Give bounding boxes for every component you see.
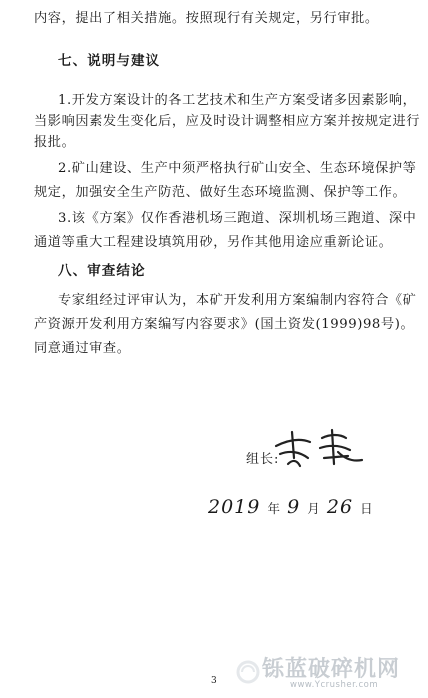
date-month: 9 [287,496,301,518]
paragraph-line: 产资源开发利用方案编写内容要求》(国土资发(1999)98号)。 [34,317,415,332]
paragraph-line: 当影响因素发生变化后，应及时设计调整相应方案并按规定进行 [34,114,421,129]
paragraph-line: 内容，提出了相关措施。按照现行有关规定，另行审批。 [34,11,379,26]
paragraph-line: 2.矿山建设、生产中须严格执行矿山安全、生态环境保护等 [58,161,417,176]
signature-label: 组长: [246,452,280,467]
paragraph-line: 规定，加强安全生产防范、做好生态环境监测、保护等工作。 [34,185,407,200]
paragraph-line: 报批。 [34,135,76,150]
paragraph-line: 1.开发方案设计的各工艺技术和生产方案受诸多因素影响， [58,93,417,108]
date-day-char: 日 [360,501,373,516]
signature-date [208,496,375,524]
date-year-char: 年 [267,501,280,516]
handwritten-signature [270,428,380,468]
paragraph-line: 3.该《方案》仅作香港机场三跑道、深圳机场三跑道、深中 [58,211,417,226]
page-number: 3 [211,676,217,686]
date-day: 26 [326,496,354,518]
section-heading-8: 八、审查结论 [58,263,146,279]
paragraph-line: 通道等重大工程建设填筑用砂，另作其他用途应重新论证。 [34,235,393,250]
paragraph-line: 同意通过审查。 [34,341,131,356]
watermark-text: 铄蓝破碎机网 [262,657,401,682]
paragraph-line: 专家组经过评审认为，本矿开发利用方案编制内容符合《矿 [58,293,417,308]
date-year: 2019 [208,496,261,518]
date-month-char: 月 [307,501,320,516]
section-heading-7: 七、说明与建议 [58,53,161,69]
watermark-url: www.Ycrusher.com [290,680,379,690]
